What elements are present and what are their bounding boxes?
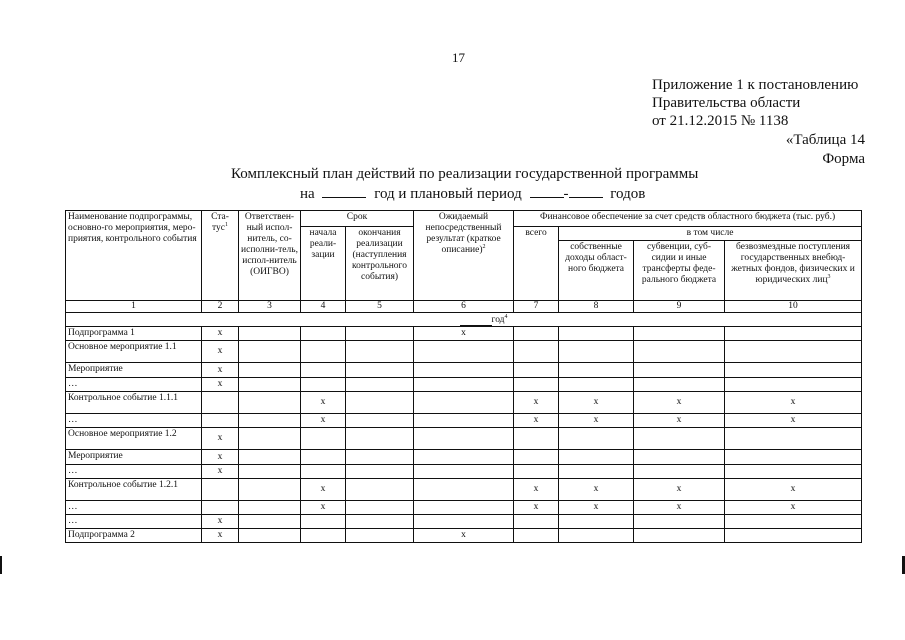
row-cell-col-9: [634, 515, 725, 529]
row-cell-col-2: x: [202, 428, 239, 450]
row-cell-col-8: [559, 515, 634, 529]
row-cell-col-8: [559, 378, 634, 392]
row-cell-col-9: [634, 378, 725, 392]
row-cell-col-6: [414, 363, 514, 378]
column-number-1: 1: [66, 301, 202, 313]
header-term-end: окончания реализации (наступления контрольного события): [346, 227, 414, 301]
row-cell-col-4: x: [301, 501, 346, 515]
row-name: …: [66, 465, 202, 479]
column-number-9: 9: [634, 301, 725, 313]
header-gratuitous: безвозмездные поступления государственных внебюд-жетных фондов, физических и юридических лиц$^3$: [725, 241, 862, 301]
period-start-blank: [530, 184, 564, 198]
row-cell-col-10: x: [725, 501, 862, 515]
column-number-2: 2: [202, 301, 239, 313]
row-cell-col-7: [514, 327, 559, 341]
row-cell-col-9: [634, 327, 725, 341]
table-row: [66, 414, 862, 428]
table-row: [66, 341, 862, 363]
row-cell-col-6: [414, 392, 514, 414]
table-number: «Таблица 14: [785, 132, 865, 148]
row-cell-col-6: x: [414, 529, 514, 543]
row-cell-col-5: [346, 479, 414, 501]
row-cell-col-5: [346, 392, 414, 414]
row-cell-col-7: x: [514, 414, 559, 428]
row-cell-col-2: x: [202, 529, 239, 543]
row-cell-col-3: [239, 428, 301, 450]
row-cell-col-4: [301, 341, 346, 363]
row-name: Подпрограмма 2: [66, 529, 202, 543]
row-cell-col-10: [725, 378, 862, 392]
row-cell-col-10: [725, 465, 862, 479]
subtitle-dash: -: [563, 186, 569, 202]
year-blank-line: [460, 316, 492, 326]
row-cell-col-8: [559, 529, 634, 543]
row-cell-col-10: [725, 529, 862, 543]
appendix-line-3: от 21.12.2015 № 1138: [652, 113, 789, 129]
row-cell-col-4: [301, 515, 346, 529]
row-cell-col-5: [346, 378, 414, 392]
table-row: [66, 501, 862, 515]
row-cell-col-2: x: [202, 341, 239, 363]
row-name: Мероприятие: [66, 450, 202, 465]
row-name: Контрольное событие 1.1.1: [66, 392, 202, 414]
column-number-3: 3: [239, 301, 301, 313]
row-name: Подпрограмма 1: [66, 327, 202, 341]
header-finance: Финансовое обеспечение за счет средств областного бюджета (тыс. руб.): [514, 211, 862, 227]
row-cell-col-4: x: [301, 392, 346, 414]
appendix-line-2: Правительства области: [652, 95, 801, 111]
row-cell-col-3: [239, 414, 301, 428]
row-cell-col-2: [202, 479, 239, 501]
row-cell-col-6: [414, 414, 514, 428]
row-cell-col-2: x: [202, 378, 239, 392]
row-name: Основное мероприятие 1.1: [66, 341, 202, 363]
appendix-note: [652, 76, 858, 130]
header-responsible: Ответствен-ный испол-нитель, со-исполни-тель, испол-нитель (ОИГВО): [239, 211, 301, 301]
row-cell-col-9: [634, 428, 725, 450]
period-end-blank: [569, 184, 603, 198]
year-cell: год$^4$: [66, 313, 862, 327]
header-total: всего: [514, 227, 559, 301]
row-cell-col-7: [514, 428, 559, 450]
row-cell-col-6: [414, 378, 514, 392]
row-cell-col-5: [346, 515, 414, 529]
row-cell-col-9: [634, 529, 725, 543]
row-cell-col-3: [239, 465, 301, 479]
row-cell-col-7: x: [514, 479, 559, 501]
row-cell-col-4: [301, 428, 346, 450]
table-row: [66, 392, 862, 414]
row-cell-col-10: [725, 450, 862, 465]
column-numbers-row: [66, 301, 862, 313]
table-caption: [786, 131, 865, 169]
row-cell-col-6: [414, 501, 514, 515]
row-cell-col-7: [514, 341, 559, 363]
row-cell-col-2: x: [202, 465, 239, 479]
row-cell-col-10: [725, 327, 862, 341]
row-cell-col-3: [239, 327, 301, 341]
column-number-6: 6: [414, 301, 514, 313]
row-name: …: [66, 515, 202, 529]
row-cell-col-3: [239, 529, 301, 543]
row-cell-col-3: [239, 450, 301, 465]
row-name: …: [66, 501, 202, 515]
scan-edge-mark-left: [0, 556, 2, 574]
row-cell-col-2: [202, 392, 239, 414]
column-number-10: 10: [725, 301, 862, 313]
row-name: Контрольное событие 1.2.1: [66, 479, 202, 501]
appendix-line-1: Приложение 1 к постановлению: [652, 77, 859, 93]
row-cell-col-9: [634, 465, 725, 479]
row-cell-col-5: [346, 428, 414, 450]
row-cell-col-6: [414, 428, 514, 450]
row-cell-col-2: x: [202, 450, 239, 465]
row-cell-col-9: [634, 363, 725, 378]
row-cell-col-3: [239, 479, 301, 501]
row-name: Основное мероприятие 1.2: [66, 428, 202, 450]
table-row: [66, 363, 862, 378]
row-name: …: [66, 378, 202, 392]
subtitle-middle: год и плановый период: [374, 186, 522, 202]
header-result: Ожидаемый непосредственный результат (краткое описание)$^2$: [414, 211, 514, 301]
row-cell-col-3: [239, 378, 301, 392]
row-cell-col-8: x: [559, 501, 634, 515]
row-cell-col-6: [414, 515, 514, 529]
row-cell-col-8: [559, 341, 634, 363]
row-cell-col-2: [202, 501, 239, 515]
document-title: Комплексный план действий по реализации государственной программы: [231, 166, 699, 182]
row-cell-col-3: [239, 341, 301, 363]
row-cell-col-6: [414, 465, 514, 479]
header-name: Наименование подпрограммы, основно-го мероприятия, меро-приятия, контрольного события: [66, 211, 202, 301]
row-cell-col-10: [725, 428, 862, 450]
table-row: [66, 327, 862, 341]
row-cell-col-6: [414, 479, 514, 501]
row-cell-col-3: [239, 515, 301, 529]
row-cell-col-4: [301, 465, 346, 479]
row-cell-col-7: [514, 529, 559, 543]
row-cell-col-5: [346, 327, 414, 341]
row-cell-col-8: x: [559, 392, 634, 414]
row-cell-col-8: [559, 450, 634, 465]
table-row: [66, 465, 862, 479]
row-cell-col-5: [346, 529, 414, 543]
year-blank: [322, 184, 366, 198]
table-row: [66, 378, 862, 392]
row-cell-col-2: x: [202, 327, 239, 341]
row-cell-col-9: x: [634, 479, 725, 501]
row-cell-col-4: [301, 327, 346, 341]
year-row: [66, 313, 862, 327]
row-cell-col-7: x: [514, 501, 559, 515]
row-cell-col-8: [559, 428, 634, 450]
row-cell-col-6: x: [414, 327, 514, 341]
row-cell-col-3: [239, 392, 301, 414]
row-cell-col-7: [514, 450, 559, 465]
header-term: Срок: [301, 211, 414, 227]
row-cell-col-3: [239, 501, 301, 515]
row-cell-col-4: x: [301, 414, 346, 428]
row-cell-col-8: [559, 465, 634, 479]
row-cell-col-2: x: [202, 363, 239, 378]
row-cell-col-5: [346, 501, 414, 515]
row-cell-col-10: [725, 363, 862, 378]
column-number-8: 8: [559, 301, 634, 313]
row-cell-col-10: [725, 515, 862, 529]
header-own-income: собственные доходы област-ного бюджета: [559, 241, 634, 301]
row-cell-col-9: [634, 341, 725, 363]
column-number-7: 7: [514, 301, 559, 313]
row-cell-col-8: x: [559, 479, 634, 501]
document-subtitle: [300, 184, 645, 203]
row-cell-col-7: [514, 515, 559, 529]
row-cell-col-9: x: [634, 392, 725, 414]
row-cell-col-6: [414, 341, 514, 363]
row-name: Мероприятие: [66, 363, 202, 378]
row-cell-col-4: x: [301, 479, 346, 501]
header-status: Ста-тус$^1$: [202, 211, 239, 301]
row-cell-col-8: x: [559, 414, 634, 428]
row-cell-col-2: [202, 414, 239, 428]
row-cell-col-7: [514, 363, 559, 378]
row-cell-col-5: [346, 341, 414, 363]
row-cell-col-10: x: [725, 479, 862, 501]
row-cell-col-8: [559, 327, 634, 341]
row-cell-col-6: [414, 450, 514, 465]
row-cell-col-4: [301, 450, 346, 465]
row-cell-col-8: [559, 363, 634, 378]
row-cell-col-4: [301, 363, 346, 378]
row-cell-col-10: x: [725, 414, 862, 428]
row-cell-col-4: [301, 529, 346, 543]
row-cell-col-5: [346, 414, 414, 428]
row-cell-col-5: [346, 465, 414, 479]
column-number-4: 4: [301, 301, 346, 313]
row-cell-col-7: [514, 465, 559, 479]
subtitle-suffix: годов: [610, 186, 646, 202]
row-cell-col-5: [346, 450, 414, 465]
row-cell-col-10: [725, 341, 862, 363]
table-row: [66, 450, 862, 465]
column-number-5: 5: [346, 301, 414, 313]
header-term-start: начала реали-зации: [301, 227, 346, 301]
row-cell-col-2: x: [202, 515, 239, 529]
row-cell-col-4: [301, 378, 346, 392]
page-number: 17: [452, 50, 465, 65]
row-name: …: [66, 414, 202, 428]
table-row: [66, 515, 862, 529]
row-cell-col-7: x: [514, 392, 559, 414]
row-cell-col-9: [634, 450, 725, 465]
table-row: [66, 428, 862, 450]
form-label: Форма: [822, 151, 865, 167]
header-subsidies: субвенции, суб-сидии и иные трансферты феде-рального бюджета: [634, 241, 725, 301]
row-cell-col-7: [514, 378, 559, 392]
subtitle-prefix: на: [300, 186, 315, 202]
row-cell-col-9: x: [634, 501, 725, 515]
header-including: в том числе: [559, 227, 862, 241]
row-cell-col-9: x: [634, 414, 725, 428]
action-plan-table: [65, 210, 862, 543]
table-row: [66, 479, 862, 501]
row-cell-col-10: x: [725, 392, 862, 414]
table-row: [66, 529, 862, 543]
row-cell-col-5: [346, 363, 414, 378]
row-cell-col-3: [239, 363, 301, 378]
